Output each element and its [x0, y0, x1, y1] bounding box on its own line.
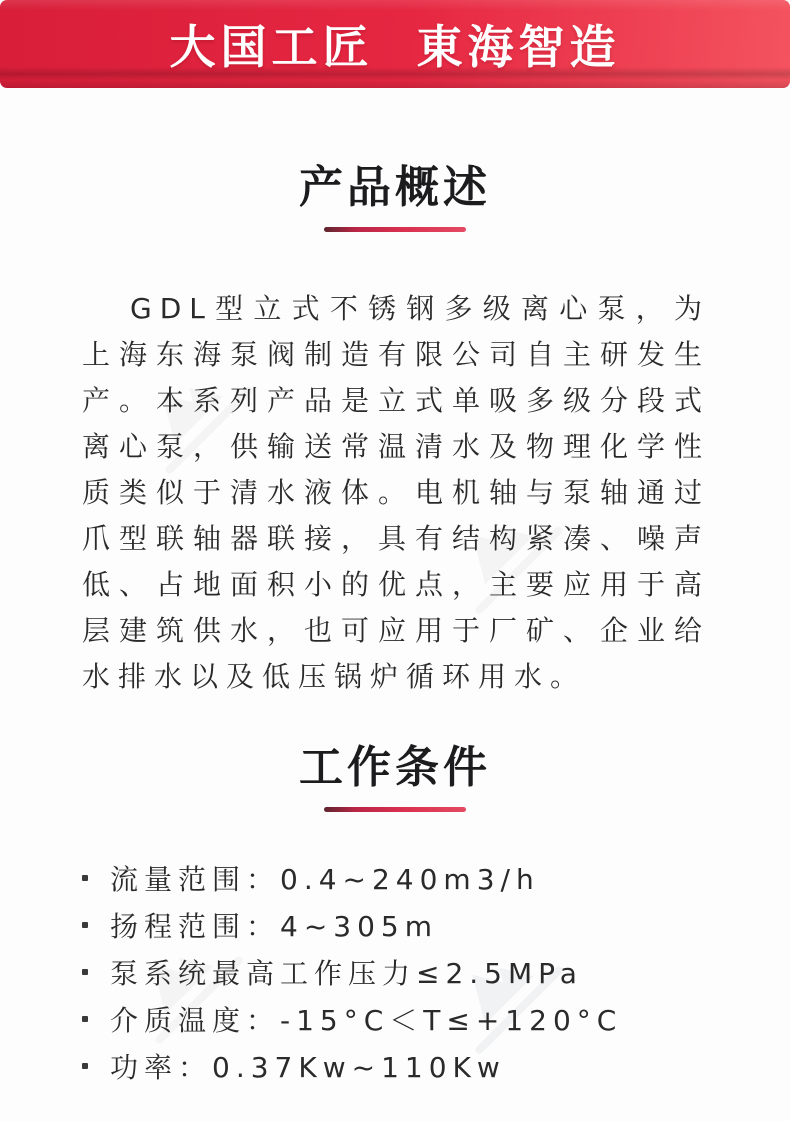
list-item-flow-range	[0, 854, 790, 901]
title-underline	[324, 807, 466, 812]
top-banner	[0, 0, 790, 88]
list-item-medium-temperature	[0, 995, 790, 1042]
title-underline	[324, 227, 466, 232]
overview-paragraph: GDL型立式不锈钢多级离心泵，为上海东海泵阀制造有限公司自主研发生产。本系列产品是立式单吸多级分段式离心泵，供输送常温清水及物理化学性质类似于清水液体。电机轴与泵轴通过爪型联轴器联接，具有结构紧凑、噪声低、占地面积小的优点，主要应用于高层建筑供水，也可应用于厂矿、企业给水排水以及低压锅炉循环用水。	[82, 292, 710, 693]
bullet-icon	[82, 922, 88, 928]
section-working-conditions	[0, 742, 790, 1089]
list-item-power-range	[0, 1042, 790, 1089]
conditions-list	[0, 854, 790, 1089]
overview-title: 产品概述	[299, 162, 491, 213]
bullet-icon	[82, 969, 88, 975]
bullet-icon	[82, 1016, 88, 1022]
list-item-max-pressure	[0, 948, 790, 995]
list-item-text: 泵系统最高工作压力≤2.5MPa	[110, 956, 583, 990]
list-item-text: 扬程范围：4~305m	[110, 909, 438, 943]
conditions-title: 工作条件	[299, 742, 491, 793]
list-item-text: 流量范围：0.4~240m3/h	[110, 862, 540, 896]
list-item-text: 功率：0.37Kw~110Kw	[110, 1050, 506, 1084]
list-item-text: 介质温度：-15°C＜T≤+120°C	[110, 1003, 623, 1037]
banner-title: 大国工匠 東海智造	[169, 20, 621, 74]
list-item-head-range	[0, 901, 790, 948]
bullet-icon	[82, 1063, 88, 1069]
section-product-overview	[0, 162, 790, 700]
bullet-icon	[82, 875, 88, 881]
